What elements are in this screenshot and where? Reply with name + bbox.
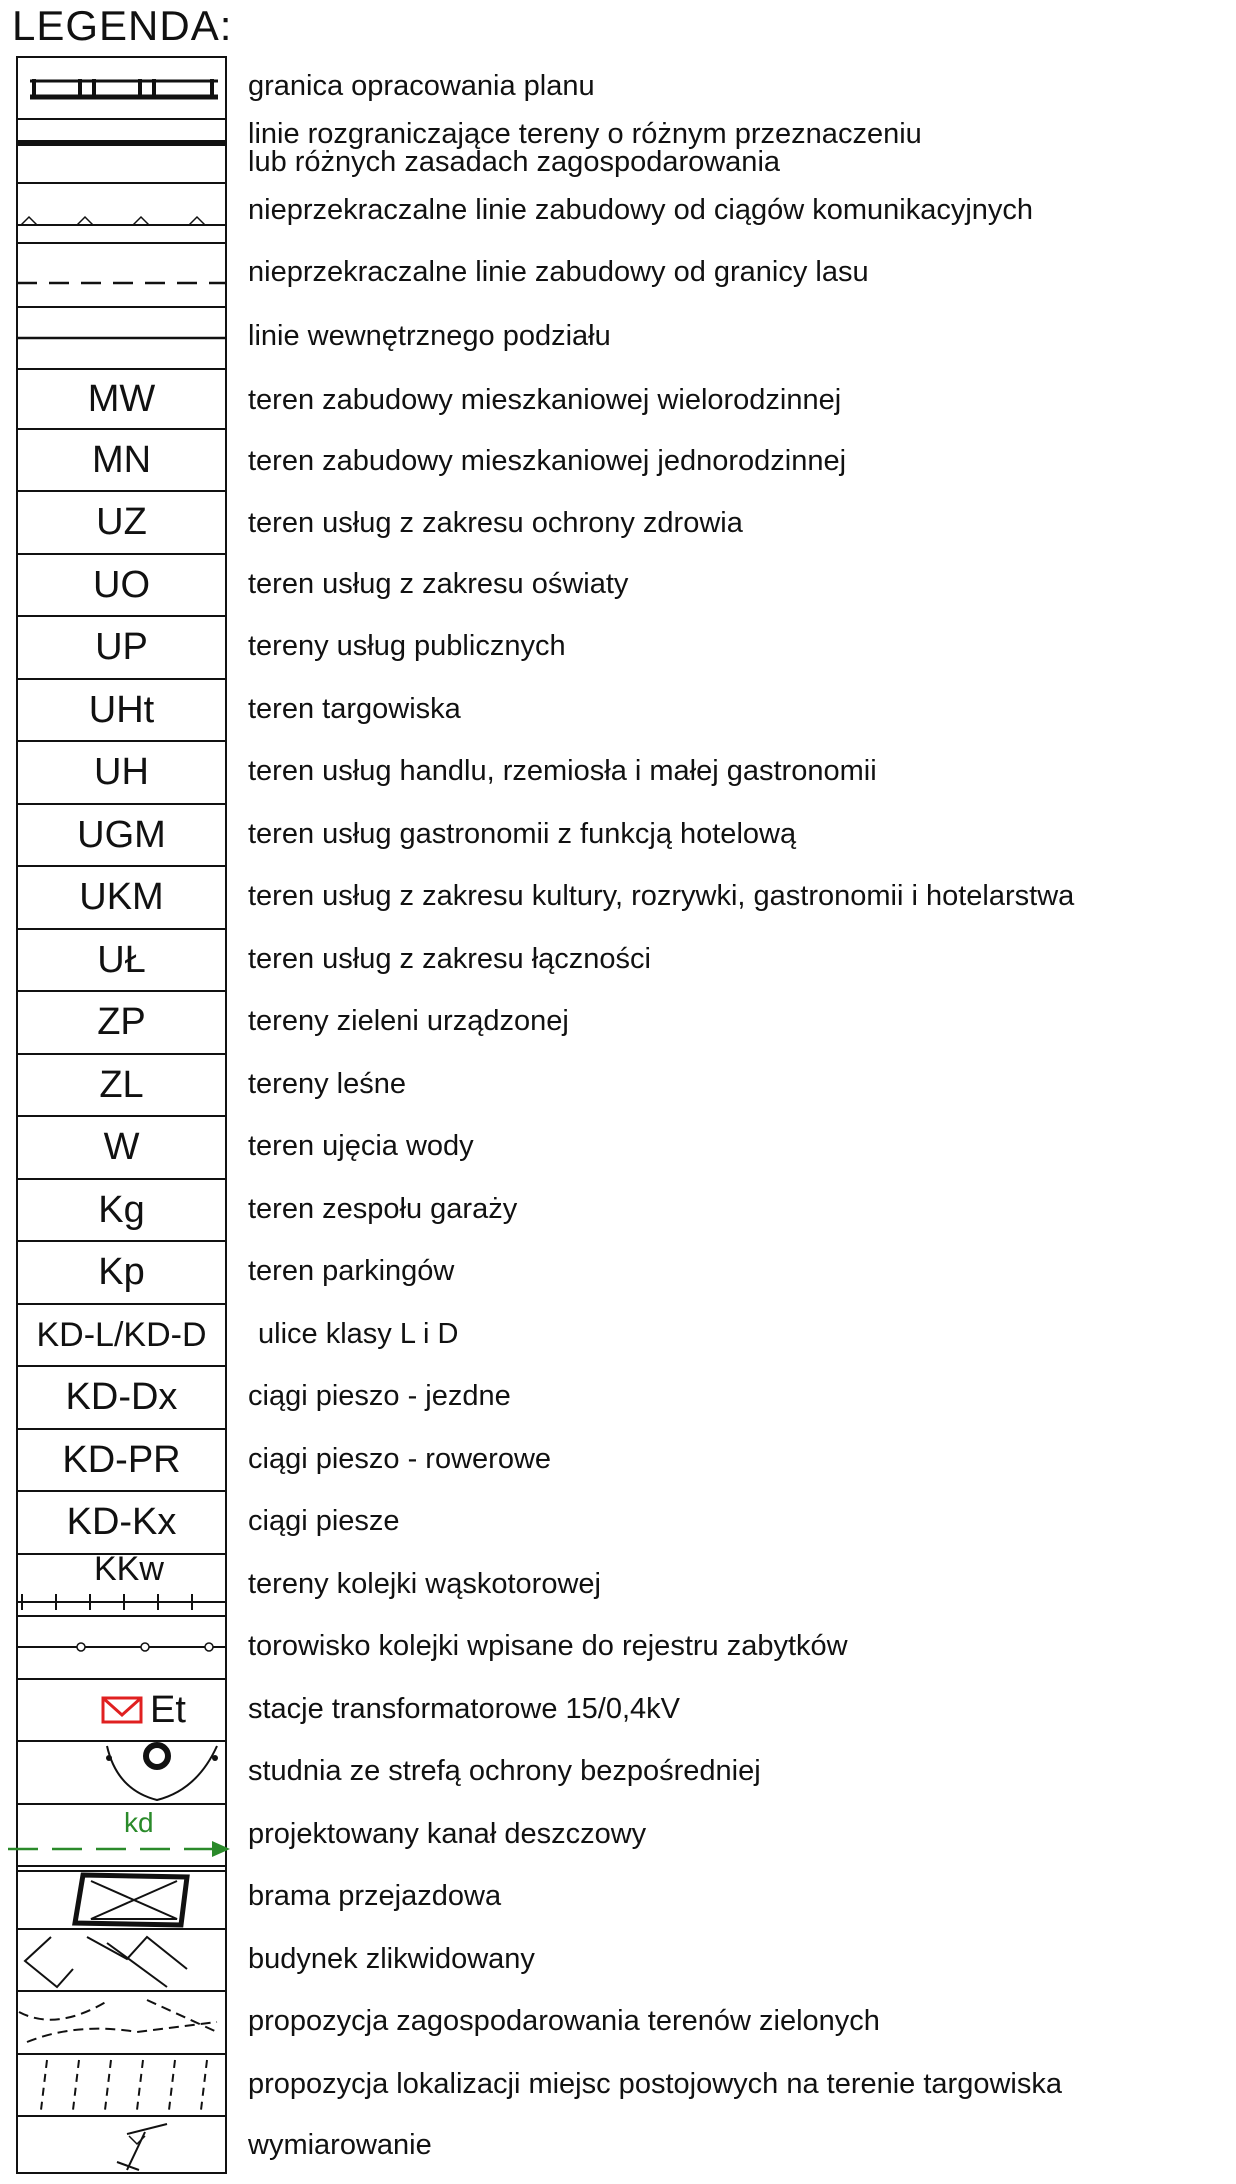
legend-code: MN (91, 438, 152, 481)
legend-code: Kg (98, 1188, 145, 1231)
legend-description: teren usług z zakresu ochrony zdrowia (248, 507, 743, 539)
legend-description: linie rozgraniczające tereny o różnym przeznaczeniu (248, 118, 922, 150)
legend-description: teren usług z zakresu kultury, rozrywki, gastronomii i hotelarstwa (248, 880, 1075, 912)
legend-code: KD-Dx (65, 1376, 178, 1418)
legend-symbol-cell (16, 1742, 227, 1805)
legend-symbol-cell (16, 1305, 227, 1367)
legend-symbol-cell (16, 1430, 227, 1492)
legend-symbol-cell (16, 1992, 227, 2055)
legend-description: teren parkingów (248, 1255, 455, 1287)
legend-code: UZ (96, 501, 147, 543)
legend-description: teren usług handlu, rzemiosła i małej gastronomii (248, 755, 877, 787)
legend-symbol-cell (16, 1242, 227, 1305)
legend-code: UH (94, 751, 149, 793)
legend-symbol-cell (16, 1367, 227, 1430)
legend-code: KD-PR (62, 1438, 181, 1481)
legend-symbol-cell (16, 244, 227, 308)
legend-description: budynek zlikwidowany (248, 1943, 535, 1975)
legend-description: tereny usług publicznych (248, 630, 566, 662)
legend-description: granica opracowania planu (248, 70, 595, 102)
legend-description: ciągi pieszo - jezdne (248, 1380, 511, 1412)
legend-code: KKw (94, 1550, 164, 1588)
legend-description: tereny leśne (248, 1068, 406, 1100)
legend-description: tereny kolejki wąskotorowej (248, 1568, 601, 1600)
legend-symbol-cell (16, 184, 227, 244)
legend-symbol-cell (16, 680, 227, 742)
rail-line-icon (16, 1550, 227, 1616)
legend-description: teren zabudowy mieszkaniowej jednorodzinnej (248, 445, 847, 477)
drain-canal-icon (8, 1805, 238, 1867)
legend-symbol-cell (16, 308, 227, 370)
legend-code: UP (95, 626, 148, 668)
legend-symbol-cell (16, 430, 227, 492)
demolished-building-icon (17, 1929, 227, 1991)
legend-description: teren zabudowy mieszkaniowej wielorodzinnej (248, 384, 842, 416)
legend-description: brama przejazdowa (248, 1880, 502, 1912)
legend-code: MW (87, 377, 156, 420)
legend-symbol-cell (16, 1055, 227, 1117)
thick-line-icon (17, 121, 227, 181)
canal-label: kd (124, 1807, 154, 1838)
legend-code: KD-L/KD-D (36, 1315, 207, 1354)
legend-description: projektowany kanał deszczowy (248, 1818, 647, 1850)
legend-description: nieprzekraczalne linie zabudowy od ciągów komunikacyjnych (248, 194, 1034, 226)
legend-code: ZP (97, 1001, 146, 1043)
legend-symbol-cell (16, 805, 227, 867)
legend-description-line2: lub różnych zasadach zagospodarowania (248, 146, 781, 178)
legend-symbol-cell (16, 1180, 227, 1242)
legend-description: torowisko kolejki wpisane do rejestru zabytków (248, 1630, 848, 1662)
legend-code: UKM (79, 876, 164, 918)
legend-code: Et (150, 1688, 186, 1731)
legend-code: ZL (99, 1063, 144, 1106)
legend-code: UŁ (97, 938, 146, 981)
legend-symbol-cell (16, 1492, 227, 1555)
legend-symbol-cell (16, 56, 227, 120)
dimension-icon (17, 2114, 227, 2176)
legend-symbol-cell (16, 120, 227, 184)
legend-description: ulice klasy L i D (258, 1318, 459, 1350)
green-area-icon (17, 1992, 227, 2054)
dashed-line-icon (17, 255, 227, 295)
legend-description: ciągi pieszo - rowerowe (248, 1443, 552, 1475)
legend-description: linie wewnętrznego podziału (248, 320, 611, 352)
legend-symbol-cell (16, 1617, 227, 1680)
legend-code: KD-Kx (66, 1501, 177, 1543)
legend-title: LEGENDA: (12, 2, 233, 49)
legend-description: teren ujęcia wody (248, 1130, 474, 1162)
legend-symbol-cell (16, 555, 227, 617)
legend-description: teren targowiska (248, 693, 461, 725)
legend-symbol-cell (16, 2055, 227, 2117)
legend-description: studnia ze strefą ochrony bezpośredniej (248, 1755, 761, 1787)
legend-code: UHt (88, 688, 155, 731)
legend-symbol-cell (16, 370, 227, 430)
legend-symbol-cell (16, 742, 227, 805)
legend-description: teren usług z zakresu oświaty (248, 568, 629, 600)
legend-description: teren usług z zakresu łączności (248, 943, 651, 975)
legend-description: wymiarowanie (248, 2129, 432, 2161)
legend-description: teren usług gastronomii z funkcją hotelową (248, 818, 797, 850)
legend-symbol-cell (16, 2117, 227, 2174)
thin-line-icon (17, 318, 227, 358)
caret-line-icon (17, 193, 227, 233)
legend-code: UO (93, 563, 150, 606)
legend-code: UGM (77, 813, 166, 856)
boundary-line-icon (22, 67, 222, 107)
legend-symbol-cell (16, 492, 227, 555)
legend-symbol-cell (16, 930, 227, 992)
legend-code: W (103, 1126, 140, 1168)
well-icon (17, 1742, 227, 1804)
gate-icon (17, 1867, 227, 1929)
legend-symbol-cell (16, 1867, 227, 1930)
legend-description: nieprzekraczalne linie zabudowy od granicy lasu (248, 256, 869, 288)
legend-description: propozycja zagospodarowania terenów zielonych (248, 2005, 880, 2037)
legend-symbol-cell (16, 867, 227, 930)
legend-description: stacje transformatorowe 15/0,4kV (248, 1693, 680, 1725)
parking-spots-icon (17, 2054, 227, 2116)
legend-description: teren zespołu garaży (248, 1193, 518, 1225)
legend-symbol-cell (16, 992, 227, 1055)
legend-description: propozycja lokalizacji miejsc postojowych na terenie targowiska (248, 2068, 1062, 2100)
transformer-icon (100, 1695, 144, 1725)
legend-code: Kp (98, 1251, 145, 1293)
legend-symbol-cell (16, 1930, 227, 1992)
legend-symbol-cell (16, 1805, 227, 1867)
legend-symbol-cell (16, 617, 227, 680)
legend-description: ciągi piesze (248, 1505, 400, 1537)
legend-description: tereny zieleni urządzonej (248, 1005, 569, 1037)
legend-symbol-cell (16, 1550, 227, 1617)
track-dots-icon (17, 1617, 227, 1679)
legend-symbol-cell (16, 1680, 227, 1742)
legend-symbol-cell (16, 1117, 227, 1180)
